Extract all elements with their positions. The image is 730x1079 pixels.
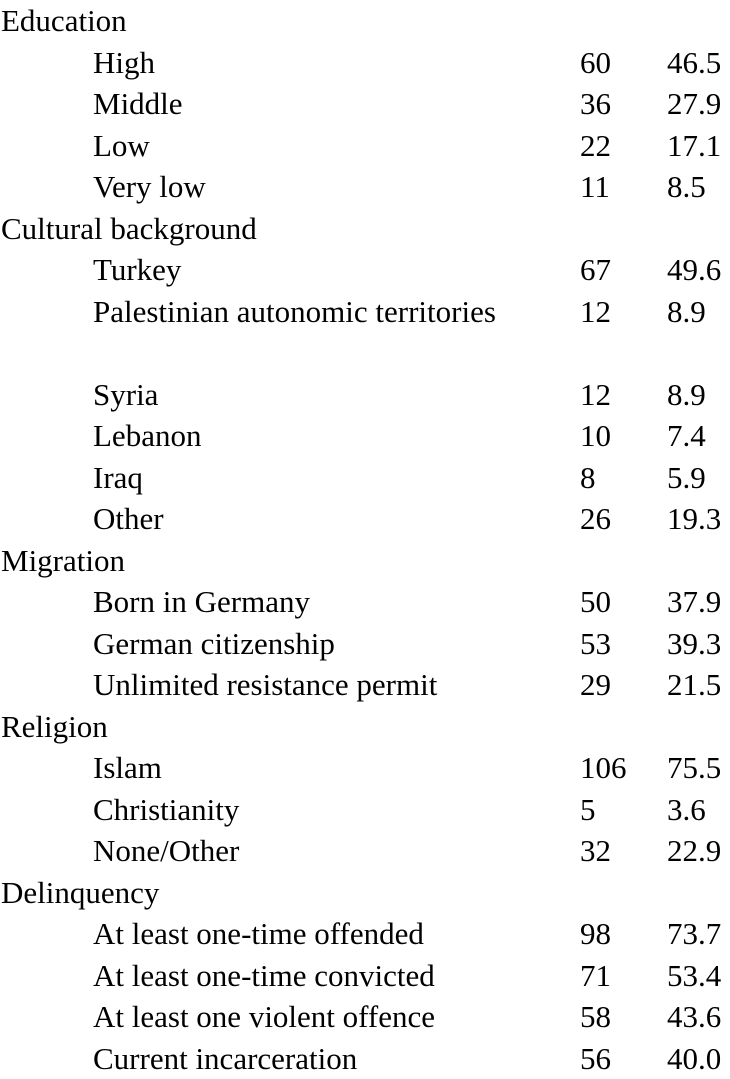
- row-count: 10: [580, 415, 611, 457]
- row-label: Low: [93, 125, 150, 167]
- row-label: None/Other: [93, 830, 239, 872]
- row-label: Very low: [93, 166, 206, 208]
- row-count: 36: [580, 83, 611, 125]
- row-percent: 39.3: [667, 623, 721, 665]
- row-label: Middle: [93, 83, 183, 125]
- row-label: German citizenship: [93, 623, 335, 665]
- row-percent: 8.5: [667, 166, 706, 208]
- table-row: [0, 498, 730, 540]
- table-row: [0, 581, 730, 623]
- row-percent: 22.9: [667, 830, 721, 872]
- row-percent: 49.6: [667, 249, 721, 291]
- table-row: [0, 623, 730, 665]
- row-label: Christianity: [93, 789, 239, 831]
- row-count: 58: [580, 996, 611, 1038]
- row-label: At least one violent offence: [93, 996, 435, 1038]
- row-percent: 37.9: [667, 581, 721, 623]
- row-count: 26: [580, 498, 611, 540]
- section-heading-education: Education: [0, 0, 730, 42]
- row-count: 11: [580, 166, 610, 208]
- row-label: Other: [93, 498, 164, 540]
- table-row: [0, 291, 730, 374]
- row-count: 67: [580, 249, 611, 291]
- table-row: [0, 166, 730, 208]
- row-count: 56: [580, 1038, 611, 1079]
- table-row: [0, 249, 730, 291]
- row-percent: 43.6: [667, 996, 721, 1038]
- table-row: [0, 457, 730, 499]
- row-label: High: [93, 42, 155, 84]
- section-heading-cultural-background: Cultural background: [0, 208, 730, 250]
- section-heading-migration: Migration: [0, 540, 730, 582]
- row-percent: 21.5: [667, 664, 721, 706]
- section-heading-delinquency: Delinquency: [0, 872, 730, 914]
- row-percent: 3.6: [667, 789, 706, 831]
- row-percent: 46.5: [667, 42, 721, 84]
- row-count: 60: [580, 42, 611, 84]
- row-label: Born in Germany: [93, 581, 310, 623]
- row-count: 5: [580, 789, 596, 831]
- row-label: Palestinian autonomic territories: [93, 291, 548, 333]
- row-percent: 17.1: [667, 125, 721, 167]
- row-count: 32: [580, 830, 611, 872]
- row-label: Lebanon: [93, 415, 201, 457]
- table-row: [0, 830, 730, 872]
- row-label: At least one-time offended: [93, 913, 424, 955]
- table-row: [0, 374, 730, 416]
- row-label: Unlimited resistance permit: [93, 664, 437, 706]
- row-label: Turkey: [93, 249, 181, 291]
- row-count: 12: [580, 291, 611, 333]
- table-row: [0, 996, 730, 1038]
- row-count: 29: [580, 664, 611, 706]
- table-row: [0, 913, 730, 955]
- row-percent: 75.5: [667, 747, 721, 789]
- row-percent: 53.4: [667, 955, 721, 997]
- row-label: Syria: [93, 374, 158, 416]
- row-percent: 19.3: [667, 498, 721, 540]
- row-label: Iraq: [93, 457, 143, 499]
- table-row: [0, 664, 730, 706]
- table-row: [0, 955, 730, 997]
- row-percent: 8.9: [667, 291, 706, 333]
- row-label: Islam: [93, 747, 162, 789]
- row-percent: 27.9: [667, 83, 721, 125]
- row-count: 106: [580, 747, 627, 789]
- row-count: 22: [580, 125, 611, 167]
- section-heading-religion: Religion: [0, 706, 730, 748]
- row-count: 8: [580, 457, 596, 499]
- table-row: [0, 789, 730, 831]
- row-count: 98: [580, 913, 611, 955]
- row-count: 50: [580, 581, 611, 623]
- table-row: [0, 42, 730, 84]
- table-row: [0, 415, 730, 457]
- row-percent: 7.4: [667, 415, 706, 457]
- table-row: [0, 1038, 730, 1079]
- row-count: 53: [580, 623, 611, 665]
- row-percent: 8.9: [667, 374, 706, 416]
- table-row: [0, 83, 730, 125]
- row-count: 71: [580, 955, 611, 997]
- row-percent: 5.9: [667, 457, 706, 499]
- table-row: [0, 125, 730, 167]
- row-percent: 40.0: [667, 1038, 721, 1079]
- table-row: [0, 747, 730, 789]
- row-label: Current incarceration: [93, 1038, 357, 1079]
- row-percent: 73.7: [667, 913, 721, 955]
- row-count: 12: [580, 374, 611, 416]
- row-label: At least one-time convicted: [93, 955, 435, 997]
